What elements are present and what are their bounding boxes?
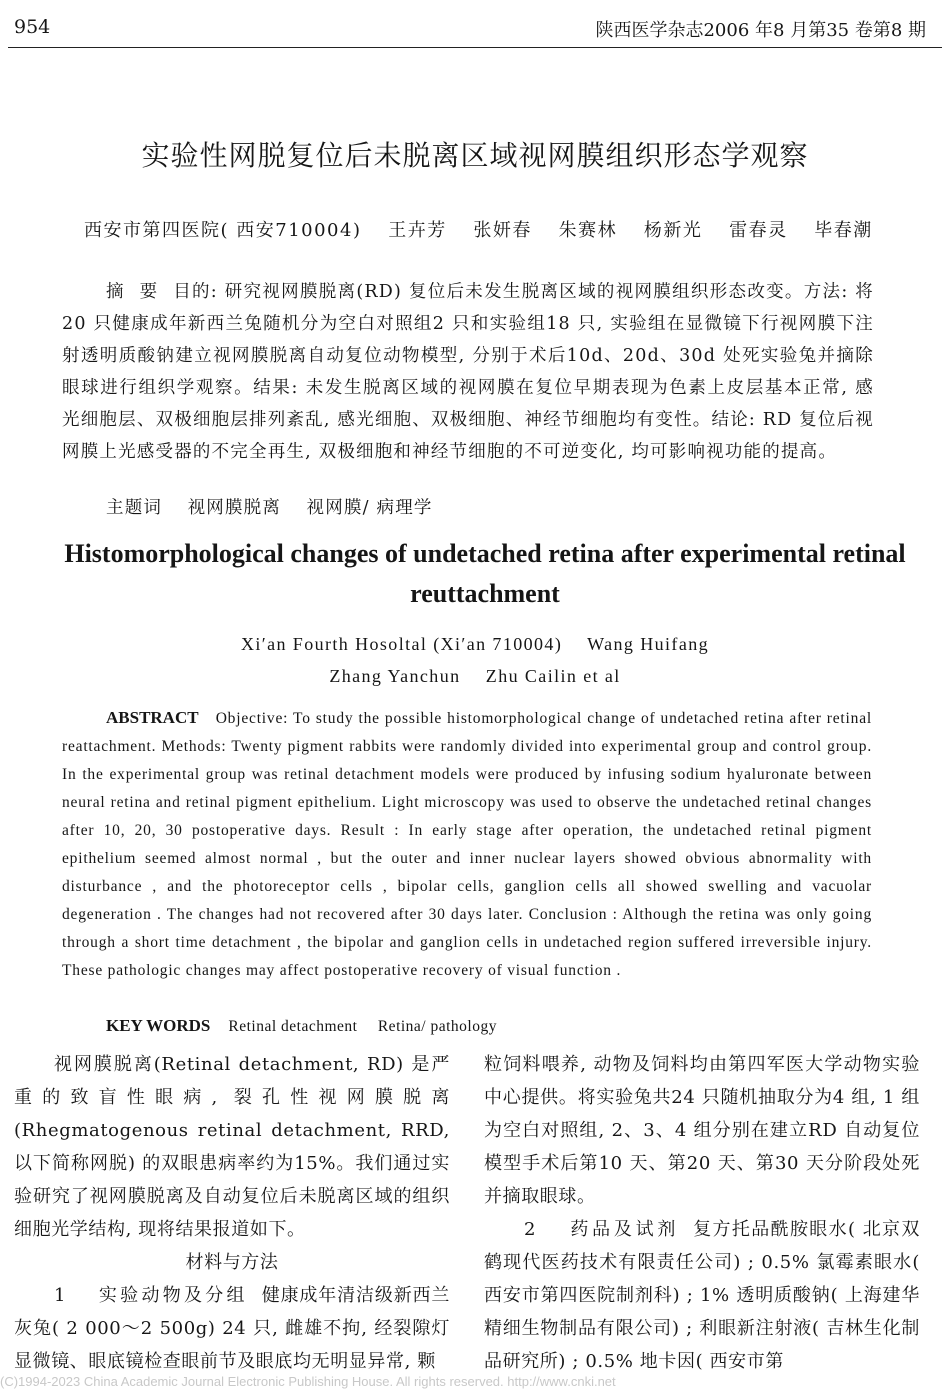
- keywords-label-en: KEY WORDS: [106, 1016, 211, 1035]
- abstract-label-en: ABSTRACT: [106, 708, 199, 727]
- affiliation-chinese: 西安市第四医院( 西安710004) 王卉芳 张妍春 朱赛林 杨新光 雷春灵 毕春潮: [84, 220, 873, 241]
- authors-line-2: Zhang Yanchun Zhu Cailin et al: [329, 666, 621, 686]
- keywords-text-en: Retinal detachment Retina/ pathology: [228, 1018, 497, 1035]
- abstract-english: [62, 704, 872, 985]
- header-rule: [8, 47, 942, 48]
- abstract-label-zh: 摘要: [106, 282, 174, 302]
- authors-english: [0, 628, 950, 692]
- intro-paragraph: 视网膜脱离(Retinal detachment, RD) 是严重的致盲性眼病, 裂孔性视网膜脱离(Rhegmatogenous retinal detachment, RRD, 以下简称网脱) 的双眼患病率约为15%。我们通过实验研究了视网膜脱离及自动复位后未脱离区域的组织细胞光学结构, 现将结果报道如下。: [14, 1054, 450, 1240]
- page-number: 954: [14, 16, 51, 38]
- keywords-label-zh: 主题词: [106, 498, 163, 518]
- subsection-1: [14, 1279, 450, 1378]
- footer-watermark: (C)1994-2023 China Academic Journal Electronic Publishing House. All rights reserved. http://www.cnki.net: [0, 1374, 616, 1389]
- title-chinese: 实验性网脱复位后未脱离区域视网膜组织形态学观察: [141, 139, 809, 172]
- section-title: 材料与方法: [185, 1252, 279, 1273]
- subsection-2: [484, 1213, 920, 1378]
- journal-header: 陕西医学杂志2006 年8 月第35 卷第8 期: [595, 20, 926, 41]
- subsection-2-text: 复方托品酰胺眼水( 北京双鹤现代医药技术有限责任公司) ; 0.5% 氯霉素眼水( 西安市第四医院制剂科) ; 1% 透明质酸钠( 上海建华精细生物制品有限公司) ; 利眼新注射液( 吉林生化制品研究所) ; 0.5% 地卡因( 西安市第: [484, 1219, 920, 1372]
- keywords-chinese: [106, 494, 433, 519]
- body-column-right: [484, 1048, 920, 1378]
- abstract-text-zh: 目的: 研究视网膜脱离(RD) 复位后未发生脱离区域的视网膜组织形态改变。方法: 将20 只健康成年新西兰兔随机分为空白对照组2 只和实验组18 只, 实验组在显微镜下行视网膜下注射透明质酸钠建立视网膜脱离自动复位动物模型, 分别于术后10d、20d、30d 处死实验兔并摘除眼球进行组织学观察。结果: 未发生脱离区域的视网膜在复位早期表现为色素上皮层基本正常, 感光细胞层、双极细胞层排列紊乱, 感光细胞、双极细胞、神经节细胞均有变性。结论: RD 复位后视网膜上光感受器的不完全再生, 双极细胞和神经节细胞的不可逆变化, 均可影响视功能的提高。: [62, 282, 874, 462]
- authors-line-1: Xi′an Fourth Hosoltal (Xi′an 710004) Wang Huifang: [240, 634, 710, 654]
- abstract-text-en: Objective: To study the possible histomorphological change of undetached retina after retinal reattachment. Methods: Twenty pigment rabbits were randomly divided into experimental group and control group. In the experimental group was retinal detachment models were produced by infusing sodium hyaluronate between neural retina and retinal pigment epithelium. Light microscopy was used to observe the undetached retinal changes after 10, 20, 30 postoperative days. Result : In early stage after operation, the undetached retinal pigment epithelium seemed almost normal , but the outer and inner nuclear layers showed obvious abnormality with disturbance , and the photoreceptor cells , bipolar cells, ganglion cells all showed swelling and vacuolar degeneration . The changes had not recovered after 30 days later. Conclusion : Although the retina was only going through a short time detachment , the bipolar and ganglion cells in undetached region suffered irreversible injury. These pathologic changes may affect postoperative recovery of visual function .: [62, 710, 872, 979]
- subsection-2-label: 2 药品及试剂: [524, 1219, 680, 1240]
- subsection-1-text: 健康成年清洁级新西兰灰兔( 2 000～2 500g) 24 只, 雌雄不拘, 经裂隙灯显微镜、眼底镜检查眼前节及眼底均无明显异常, 颗: [14, 1285, 450, 1372]
- keywords-text-zh: 视网膜脱离 视网膜/ 病理学: [187, 498, 433, 518]
- keywords-english: [106, 1014, 497, 1036]
- abstract-chinese: [62, 276, 874, 468]
- body-column-left: [14, 1048, 450, 1378]
- subsection-1-continued: 粒饲料喂养, 动物及饲料均由第四军医大学动物实验中心提供。将实验兔共24 只随机抽取分为4 组, 1 组为空白对照组, 2、3、4 组分别在建立RD 自动复位模型手术后第10 天、第20 天、第30 天分阶段处死并摘取眼球。: [484, 1054, 920, 1207]
- title-english: Histomorphological changes of undetached retina after experimental retinal reuttachment: [64, 539, 939, 608]
- subsection-1-label: 1 实验动物及分组: [54, 1285, 248, 1306]
